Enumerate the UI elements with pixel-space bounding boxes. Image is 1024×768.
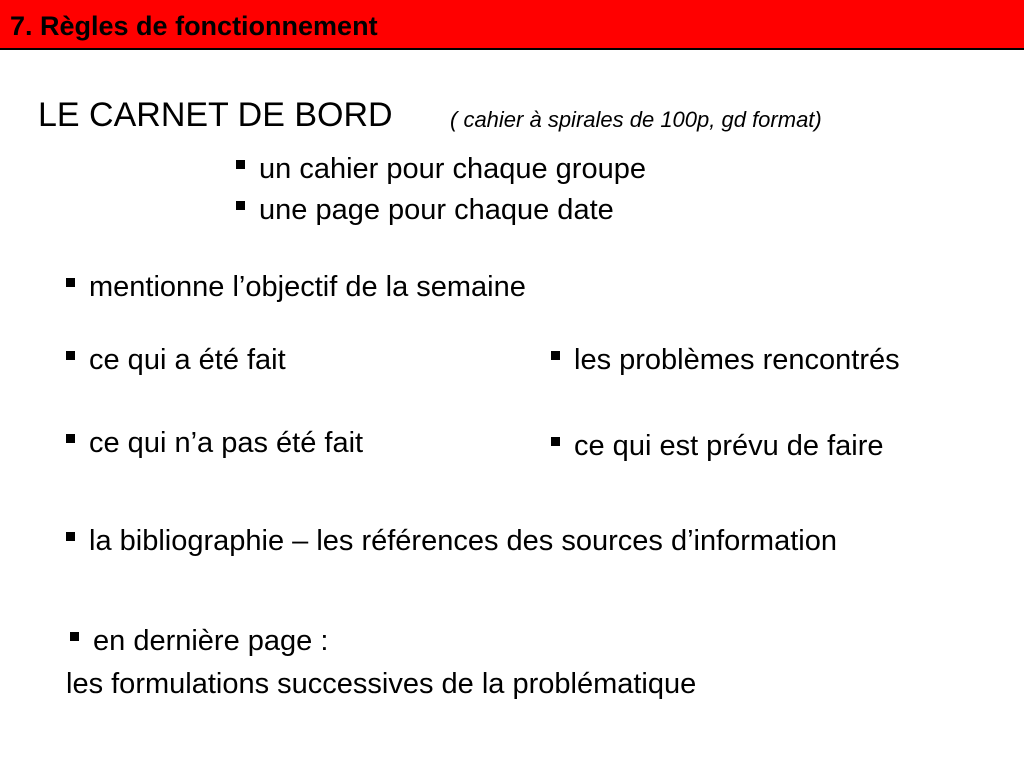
square-bullet-icon: [236, 160, 245, 169]
bullet-objective: [66, 270, 526, 304]
bullet-last-page: [70, 624, 328, 658]
header-bar: [0, 0, 1024, 50]
square-bullet-icon: [551, 351, 560, 360]
bullet-text: ce qui a été fait: [89, 344, 286, 376]
bullet-text: la bibliographie – les références des sources d’information: [89, 525, 837, 557]
square-bullet-icon: [551, 437, 560, 446]
bullet-one-page: [236, 193, 614, 227]
bullet-text: les problèmes rencontrés: [574, 344, 900, 376]
square-bullet-icon: [66, 532, 75, 541]
bullet-planned: [551, 429, 884, 463]
bullet-text: mentionne l’objectif de la semaine: [89, 271, 526, 303]
section-heading: LE CARNET DE BORD: [38, 96, 393, 134]
bullet-text: ce qui est prévu de faire: [574, 430, 884, 462]
bullet-done: [66, 343, 286, 377]
square-bullet-icon: [70, 632, 79, 641]
bullet-one-notebook: [236, 152, 646, 186]
bullet-bibliography: [66, 524, 837, 558]
section-subtitle: ( cahier à spirales de 100p, gd format): [450, 107, 822, 132]
bullet-not-done: [66, 426, 363, 460]
square-bullet-icon: [66, 434, 75, 443]
bullet-text: une page pour chaque date: [259, 194, 614, 226]
slide-title: 7. Règles de fonctionnement: [10, 11, 378, 41]
bullet-text: un cahier pour chaque groupe: [259, 153, 646, 185]
square-bullet-icon: [236, 201, 245, 210]
bullet-text: en dernière page :: [93, 625, 329, 657]
square-bullet-icon: [66, 278, 75, 287]
bullet-text: ce qui n’a pas été fait: [89, 427, 364, 459]
square-bullet-icon: [66, 351, 75, 360]
last-page-detail: les formulations successives de la problématique: [66, 668, 697, 700]
bullet-problems: [551, 343, 900, 377]
